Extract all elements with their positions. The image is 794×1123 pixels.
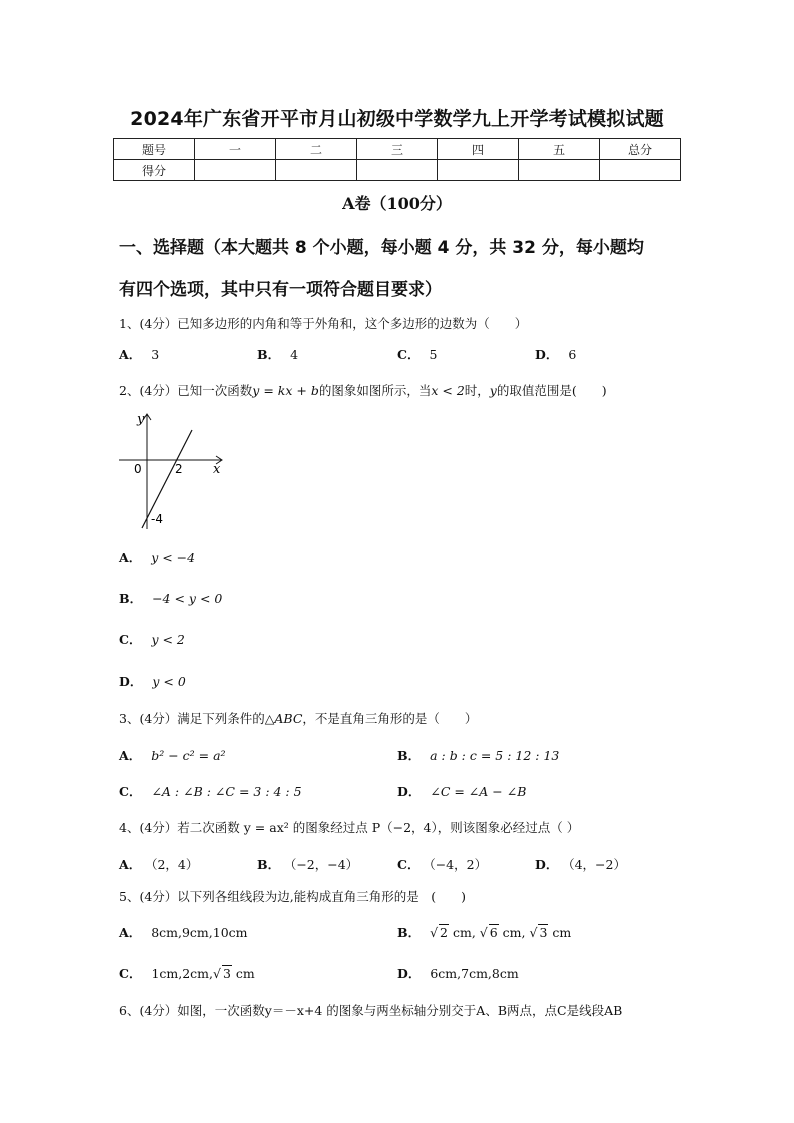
score-table-score-row bbox=[114, 160, 681, 181]
q3-stem-triangle: △ABC bbox=[264, 711, 303, 726]
score-table bbox=[113, 138, 681, 181]
q4-option-d-text: （4，−2） bbox=[568, 857, 626, 872]
q1-option-c-text: 5 bbox=[429, 347, 438, 362]
q1-option-b bbox=[257, 345, 298, 363]
q5-option-b-radicand-1: 2 bbox=[440, 925, 448, 940]
q5-option-b-unit-1: cm, bbox=[449, 925, 480, 940]
q4-option-a bbox=[119, 855, 198, 873]
q5-option-b-unit-2: cm, bbox=[498, 925, 530, 940]
q1-option-d-text: 6 bbox=[568, 347, 577, 362]
q1-option-c bbox=[397, 345, 437, 363]
q5-option-c-prefix: 1cm,2cm, bbox=[151, 966, 214, 981]
q2-stem-equation: y = kx + b bbox=[252, 383, 319, 398]
score-blank-cell bbox=[357, 160, 438, 181]
q3-option-a-text: b² − c² = a² bbox=[151, 748, 226, 763]
sqrt-symbol: √ bbox=[479, 925, 488, 940]
q4-option-c-label: C． bbox=[397, 857, 420, 872]
q4-option-b-text: （−2，−4） bbox=[290, 857, 359, 872]
q1-option-d bbox=[535, 345, 576, 363]
q2-option-c-text: y < 2 bbox=[151, 632, 185, 647]
q2-option-a bbox=[119, 548, 195, 566]
q4-option-b bbox=[257, 855, 358, 873]
q5-option-a-label: A． bbox=[119, 925, 142, 940]
q2-graph-origin-label: 0 bbox=[134, 462, 142, 476]
q5-option-c-radicand: 3 bbox=[222, 966, 231, 981]
score-header-cell: 三 bbox=[357, 139, 438, 160]
q5-option-b-radicand-2: 6 bbox=[489, 925, 498, 940]
sqrt-symbol: √ bbox=[430, 925, 439, 940]
q1-option-d-label: D． bbox=[535, 347, 559, 362]
q3-option-c bbox=[119, 782, 302, 800]
part1-heading-line1: 一、选择题（本大题共 8 个小题，每小题 4 分，共 32 分，每小题均 bbox=[119, 238, 644, 258]
q2-option-d-text: y < 0 bbox=[152, 674, 186, 689]
section-a-heading: A卷（100分） bbox=[342, 194, 452, 213]
q3-option-b bbox=[397, 746, 559, 764]
score-blank-cell bbox=[195, 160, 276, 181]
q3-option-c-label: C． bbox=[119, 784, 142, 799]
score-header-cell: 一 bbox=[195, 139, 276, 160]
score-blank-cell bbox=[276, 160, 357, 181]
q2-option-d-label: D． bbox=[119, 674, 143, 689]
score-header-cell: 题号 bbox=[114, 139, 195, 160]
q4-option-b-label: B． bbox=[257, 857, 281, 872]
q5-option-d-text: 6cm,7cm,8cm bbox=[430, 966, 519, 981]
q2-stem-post: 的取值范围是( ) bbox=[496, 383, 607, 398]
q3-option-a-label: A． bbox=[119, 748, 142, 763]
part1-heading-line2: 有四个选项，其中只有一项符合题目要求） bbox=[119, 280, 442, 300]
q5-option-a bbox=[119, 923, 248, 941]
score-blank-cell bbox=[438, 160, 519, 181]
q4-stem: 4、(4分）若二次函数 y = ax² 的图象经过点 P（−2，4），则该图象必经过点（ ） bbox=[119, 820, 580, 835]
score-blank-cell bbox=[600, 160, 681, 181]
q4-option-d bbox=[535, 855, 626, 873]
q2-stem-condition: x < 2 bbox=[431, 383, 465, 398]
q1-stem: 1、(4分）已知多边形的内角和等于外角和，这个多边形的边数为（ ） bbox=[119, 316, 528, 331]
score-blank-cell bbox=[519, 160, 600, 181]
q2-option-b bbox=[119, 589, 222, 607]
q3-option-d-text: ∠C = ∠A − ∠B bbox=[430, 784, 527, 799]
q6-stem: 6、(4分）如图，一次函数y＝－x+4 的图象与两坐标轴分别交于A、B两点，点C是线段AB bbox=[119, 1003, 623, 1018]
sqrt-symbol: √ bbox=[213, 966, 221, 981]
q5-option-d bbox=[397, 964, 519, 982]
q5-option-b-radicand-3: 3 bbox=[539, 925, 548, 940]
q3-stem-post: ，不是直角三角形的是（ ） bbox=[302, 711, 478, 726]
q1-option-a bbox=[119, 345, 159, 363]
q5-option-b-unit-3: cm bbox=[548, 925, 572, 940]
q2-option-c-label: C． bbox=[119, 632, 142, 647]
q3-option-c-text: ∠A : ∠B : ∠C = 3 : 4 : 5 bbox=[151, 784, 302, 799]
q5-option-c-label: C． bbox=[119, 966, 142, 981]
q1-option-a-label: A． bbox=[119, 347, 142, 362]
q2-option-d bbox=[119, 672, 186, 690]
q2-option-b-label: B． bbox=[119, 591, 143, 606]
q3-option-b-label: B． bbox=[397, 748, 421, 763]
q1-option-b-label: B． bbox=[257, 347, 281, 362]
q2-graph-function-line bbox=[142, 430, 192, 528]
q4-option-c-text: （−4，2） bbox=[429, 857, 488, 872]
q2-graph bbox=[115, 405, 235, 535]
q3-option-d-label: D． bbox=[397, 784, 421, 799]
score-header-cell: 四 bbox=[438, 139, 519, 160]
score-row-label: 得分 bbox=[114, 160, 195, 181]
q3-option-b-text: a : b : c = 5 : 12 : 13 bbox=[430, 748, 560, 763]
q3-stem-pre: 3、(4分）满足下列条件的 bbox=[119, 711, 265, 726]
q4-option-c bbox=[397, 855, 487, 873]
q5-option-d-label: D． bbox=[397, 966, 421, 981]
q2-option-a-text: y < −4 bbox=[151, 550, 196, 565]
q5-option-b-label: B． bbox=[397, 925, 421, 940]
q2-graph-y-intercept-label: -4 bbox=[151, 512, 163, 526]
q2-stem-pre: 2、(4分）已知一次函数 bbox=[119, 383, 253, 398]
q2-stem bbox=[119, 381, 607, 399]
q2-stem-mid: 的图象如图所示，当 bbox=[318, 383, 432, 398]
q2-stem-mid2: 时， bbox=[464, 383, 490, 398]
q3-option-a bbox=[119, 746, 226, 764]
sqrt-symbol: √ bbox=[529, 925, 538, 940]
q5-option-b bbox=[397, 923, 571, 941]
q3-stem bbox=[119, 709, 477, 727]
q3-option-d bbox=[397, 782, 526, 800]
q2-option-c bbox=[119, 630, 185, 648]
q1-option-b-text: 4 bbox=[290, 347, 299, 362]
q2-graph-x-label: x bbox=[213, 462, 221, 477]
q2-graph-y-label: y bbox=[137, 412, 145, 427]
q2-graph-x-intercept-label: 2 bbox=[175, 462, 183, 476]
score-header-cell: 总分 bbox=[600, 139, 681, 160]
q4-option-a-label: A． bbox=[119, 857, 142, 872]
score-header-cell: 五 bbox=[519, 139, 600, 160]
score-header-cell: 二 bbox=[276, 139, 357, 160]
q1-option-c-label: C． bbox=[397, 347, 420, 362]
q2-option-b-text: −4 < y < 0 bbox=[152, 591, 223, 606]
q1-option-a-text: 3 bbox=[151, 347, 160, 362]
score-table-header-row bbox=[114, 139, 681, 160]
exam-title: 2024年广东省开平市月山初级中学数学九上开学考试模拟试题 bbox=[130, 108, 664, 130]
q4-option-a-text: （2，4） bbox=[151, 857, 199, 872]
q4-option-d-label: D． bbox=[535, 857, 559, 872]
q5-stem: 5、(4分）以下列各组线段为边,能构成直角三角形的是 ( ) bbox=[119, 889, 467, 904]
q5-option-c-unit: cm bbox=[231, 966, 255, 981]
q2-option-a-label: A． bbox=[119, 550, 142, 565]
q5-option-c bbox=[119, 964, 255, 982]
q5-option-a-text: 8cm,9cm,10cm bbox=[151, 925, 248, 940]
q2-stem-variable: y bbox=[489, 383, 497, 398]
